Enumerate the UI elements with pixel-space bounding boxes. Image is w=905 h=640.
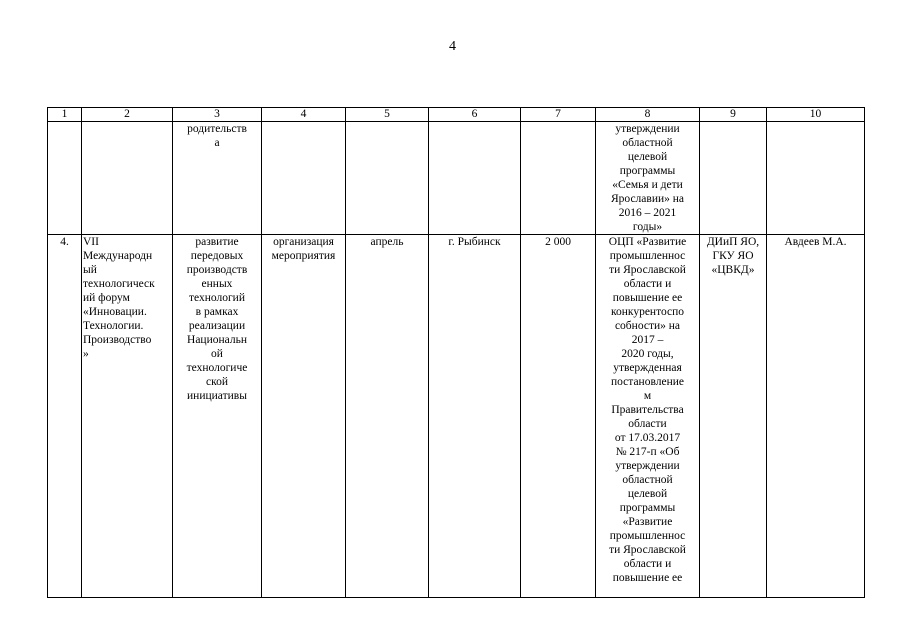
date-cell: апрель (346, 235, 429, 598)
place-cell: г. Рыбинск (429, 235, 521, 598)
program-cell: ОЦП «Развитие промышленнос ти Ярославской области и повышение ее конкурентоспо собности» на 2017 – 2020 годы, утвержденная постановление м Правительства области от 17.03.2017 № 217-п «Об утверждении областной целевой программы «Развитие промышленнос ти Ярославской области и повышение ее (596, 235, 700, 598)
event-name-cell (82, 122, 173, 235)
responsible-cell (767, 122, 865, 235)
goal-cell: развитие передовых производств енных технологий в рамках реализации Национальн ой технологиче ской инициативы (173, 235, 262, 598)
column-number: 1 (48, 108, 82, 122)
event-name-cell: VII Международн ый технологическ ий форум «Инновации. Технологии. Производство » (82, 235, 173, 598)
goal-cell: родительств а (173, 122, 262, 235)
column-number: 8 (596, 108, 700, 122)
column-number: 3 (173, 108, 262, 122)
column-number: 6 (429, 108, 521, 122)
row-number-cell (48, 122, 82, 235)
column-number: 5 (346, 108, 429, 122)
column-number-row (48, 108, 865, 122)
column-number: 10 (767, 108, 865, 122)
program-cell: утверждении областной целевой программы «Семья и дети Ярославии» на 2016 – 2021 годы» (596, 122, 700, 235)
document-table (47, 107, 865, 598)
responsible-cell: Авдеев М.А. (767, 235, 865, 598)
form-cell (262, 122, 346, 235)
place-cell (429, 122, 521, 235)
column-number: 2 (82, 108, 173, 122)
form-cell: организация мероприятия (262, 235, 346, 598)
table-row (48, 235, 865, 598)
organizer-cell: ДИиП ЯО, ГКУ ЯО «ЦВКД» (700, 235, 767, 598)
table-row (48, 122, 865, 235)
page-number: 4 (449, 39, 456, 54)
column-number: 7 (521, 108, 596, 122)
date-cell (346, 122, 429, 235)
row-number-cell: 4. (48, 235, 82, 598)
amount-cell: 2 000 (521, 235, 596, 598)
organizer-cell (700, 122, 767, 235)
column-number: 4 (262, 108, 346, 122)
amount-cell (521, 122, 596, 235)
column-number: 9 (700, 108, 767, 122)
